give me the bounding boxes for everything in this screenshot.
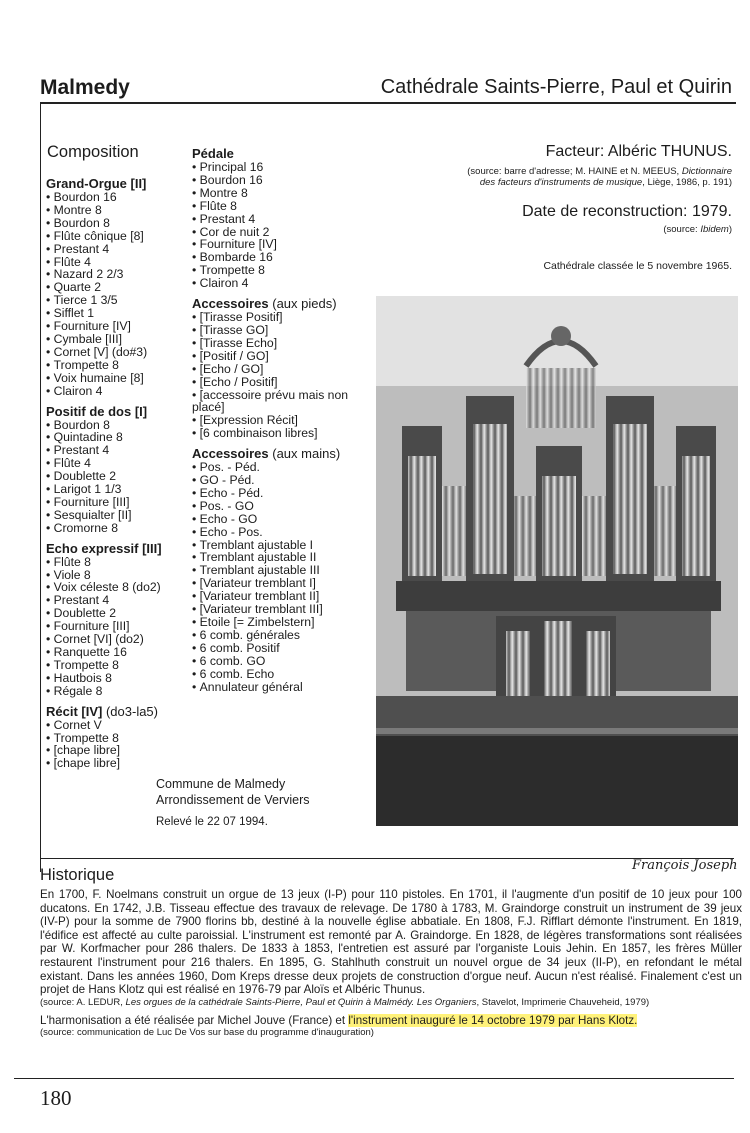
stop-item: • Annulateur général: [192, 681, 352, 694]
date-source-a: (source:: [663, 224, 698, 235]
stop-item: • Echo - Péd.: [192, 487, 352, 500]
stop-item: • Trompette 8: [192, 264, 352, 277]
stop-item: • Tierce 1 3/5: [46, 294, 196, 307]
stop-item: • Doublette 2: [46, 607, 196, 620]
reconstruction-date: [522, 203, 732, 221]
date-source-b: Ibidem: [700, 224, 729, 235]
stop-item: • Pos. - GO: [192, 500, 352, 513]
stop-item: • Flûte 8: [192, 200, 352, 213]
header-rule: [40, 102, 736, 104]
stop-item: • Sifflet 1: [46, 307, 196, 320]
stop-item: • Fourniture [III]: [46, 620, 196, 633]
composition-heading: Composition: [47, 143, 139, 161]
builder-label: Facteur:: [545, 143, 605, 160]
historique-paragraph: En 1700, F. Noelmans construit un orgue de 13 jeux (I-P) pour 110 pistoles. En 1701, il l'augmente d'un positif de 10 jeux pour 100 ducatons. En 1742, J.B. Tisseau effectue des travaux de relevage. De 1780 à 1783, M. Graindorge construit un instrument de 39 jeux (IV-P) pour la somme de 7900 florins bb, destiné à la nouvelle église abbatiale. En 1808, F.J. Rifflart démonte l'instrument. En 1819, l'édifice est affecté au culte paroissial. L'instrument est remonté par A. Graindorge. En 1828, de légères transformations sont réalisées par W. Korfmacher pour 286 thalers. De 1833 à 1853, l'entretien est assuré par l'organiste Louis Jehin. En 1857, les frères Müller restaurent l'instrument pour 216 thalers. En 1895, G. Stahlhuth construit un nouvel orgue de 34 jeux (II-P), en refondant le métal existant. Dans les années 1960, Dom Kreps dresse deux projets de construction d'orgue neuf. Aucun n'est réalisé. Finalement c'est un projet de Hans Klotz qui est réalisé en 1976-79 par Aloïs et Albéric Thunus.: [40, 888, 742, 997]
inauguration-highlight: l'instrument inauguré le 14 octobre 1979 par Hans Klotz.: [348, 1013, 638, 1027]
stop-item: • Voix humaine [8]: [46, 372, 196, 385]
division-heading: [192, 446, 352, 461]
stop-item: • Ranquette 16: [46, 646, 196, 659]
stop-item: • Tremblant ajustable III: [192, 564, 352, 577]
stop-item: • Bourdon 16: [192, 174, 352, 187]
division-title: Accessoires: [192, 446, 269, 462]
stop-item: • 6 comb. générales: [192, 629, 352, 642]
stop-item: • [accessoire prévu mais non placé]: [192, 389, 352, 415]
stop-item: • Prestant 4: [192, 213, 352, 226]
harmonisation-line: [40, 1014, 742, 1028]
date-value: 1979.: [691, 203, 732, 220]
city-title: Malmedy: [40, 76, 130, 99]
stop-item: • [Echo / GO]: [192, 363, 352, 376]
stop-item: • Cor de nuit 2: [192, 226, 352, 239]
footer-rule: [14, 1078, 734, 1079]
stop-item: • Prestant 4: [46, 243, 196, 256]
division-title: Echo expressif [III]: [46, 540, 162, 556]
stop-item: • Clairon 4: [192, 277, 352, 290]
stop-item: • 6 comb. GO: [192, 655, 352, 668]
date-source-c: ): [728, 224, 732, 235]
stop-item: • Fourniture [IV]: [192, 238, 352, 251]
stop-item: • Flûte cônique [8]: [46, 230, 196, 243]
stop-item: • [Tirasse Positif]: [192, 311, 352, 324]
stop-item: • Montre 8: [46, 204, 196, 217]
stop-item: • [Echo / Positif]: [192, 376, 352, 389]
builder-line: [546, 143, 732, 161]
stop-item: • Prestant 4: [46, 444, 196, 457]
stop-item: • Nazard 2 2/3: [46, 268, 196, 281]
stop-item: • Fourniture [III]: [46, 496, 196, 509]
stop-item: • Flûte 4: [46, 256, 196, 269]
division-title: Positif de dos [I]: [46, 403, 148, 419]
stop-item: • Trompette 8: [46, 359, 196, 372]
handwritten-signature: François Joseph: [632, 858, 738, 873]
builder-source: [362, 166, 732, 188]
stop-item: • Tremblant ajustable I: [192, 539, 352, 552]
stop-item: • Montre 8: [192, 187, 352, 200]
stop-item: • 6 comb. Positif: [192, 642, 352, 655]
date-label: Date de reconstruction:: [522, 203, 688, 220]
stop-item: • [Variateur tremblant III]: [192, 603, 352, 616]
division-title: Grand-Orgue [II]: [46, 176, 147, 191]
stop-item: • Bourdon 8: [46, 217, 196, 230]
stop-item: • Prestant 4: [46, 594, 196, 607]
harmonisation-text: L'harmonisation a été réalisée par Michel Jouve (France) et: [40, 1013, 346, 1027]
stop-item: • Doublette 2: [46, 470, 196, 483]
builder-source-title: des facteurs d'instruments de musique: [479, 177, 643, 188]
stop-item: • Régale 8: [46, 685, 196, 698]
organ-photo: [376, 296, 738, 826]
stop-item: • 6 comb. Echo: [192, 668, 352, 681]
stop-item: • Bourdon 16: [46, 191, 196, 204]
commune-text: Commune de Malmedy: [156, 777, 286, 791]
division-heading: [192, 146, 352, 161]
stop-item: • Bombarde 16: [192, 251, 352, 264]
historique-source-2: (source: communication de Luc De Vos sur base du programme d'inauguration): [40, 1027, 374, 1039]
stop-item: • Pos. - Péd.: [192, 461, 352, 474]
stop-item: • [chape libre]: [46, 757, 196, 770]
stop-item: • [Variateur tremblant II]: [192, 590, 352, 603]
location-block: [156, 776, 310, 808]
stop-item: • Principal 16: [192, 161, 352, 174]
division-title: Pédale: [192, 146, 234, 161]
source1-a: (source: A. LEDUR,: [40, 996, 123, 1008]
stop-item: • Etoile [= Zimbelstern]: [192, 616, 352, 629]
historique-source-1: [40, 997, 742, 1008]
stop-item: • Cornet V: [46, 719, 196, 732]
stop-item: • Viole 8: [46, 569, 196, 582]
stop-item: • Bourdon 8: [46, 419, 196, 432]
stop-item: • [Tirasse Echo]: [192, 337, 352, 350]
historique-text: [40, 888, 742, 1038]
section-rule: [40, 858, 734, 859]
arrondissement-text: Arrondissement de Verviers: [156, 793, 310, 807]
builder-source-dict: Dictionnaire: [681, 166, 732, 177]
division-title: Récit [IV]: [46, 703, 103, 719]
stop-item: • Flûte 4: [46, 457, 196, 470]
stop-item: • [Expression Récit]: [192, 414, 352, 427]
stop-item: • Quarte 2: [46, 281, 196, 294]
division-heading: [192, 296, 352, 311]
stop-item: • [6 combinaison libres]: [192, 427, 352, 440]
division-heading: [46, 541, 196, 556]
stop-item: • Larigot 1 1/3: [46, 483, 196, 496]
stop-item: • Voix céleste 8 (do2): [46, 581, 196, 594]
stop-item: • Cromorne 8: [46, 522, 196, 535]
church-title: Cathédrale Saints-Pierre, Paul et Quirin: [380, 76, 732, 98]
date-source: [663, 224, 732, 235]
stop-item: • Fourniture [IV]: [46, 320, 196, 333]
stop-item: • Cornet [VI] (do2): [46, 633, 196, 646]
builder-source-end: , Liège, 1986, p. 191): [642, 177, 732, 188]
classification-note: Cathédrale classée le 5 novembre 1965.: [543, 260, 732, 272]
division-heading: [46, 176, 196, 191]
division-title: Accessoires: [192, 296, 269, 312]
source1-b: Les orgues de la cathédrale Saints-Pierre, Paul et Quirin à Malmédy. Les Organiers: [125, 996, 477, 1008]
division-range: (aux mains): [272, 446, 341, 462]
division-heading: [46, 404, 196, 419]
source1-c: , Stavelot, Imprimerie Chauveheid, 1979): [476, 996, 650, 1008]
left-rule: [40, 102, 41, 872]
stop-item: • [Tirasse GO]: [192, 324, 352, 337]
stop-item: • Echo - Pos.: [192, 526, 352, 539]
stop-item: • [chape libre]: [46, 744, 196, 757]
stop-item: • GO - Péd.: [192, 474, 352, 487]
survey-date: Relevé le 22 07 1994.: [156, 816, 268, 828]
division-range: (aux pieds): [272, 296, 337, 312]
stops-column-1: [46, 176, 196, 770]
page-number: 180: [40, 1086, 72, 1110]
stop-item: • Trompette 8: [46, 659, 196, 672]
builder-name: Albéric THUNUS.: [607, 143, 732, 160]
stop-item: • [Positif / GO]: [192, 350, 352, 363]
division-range: (do3-la5): [105, 703, 158, 719]
stop-item: • Hautbois 8: [46, 672, 196, 685]
stop-item: • Sesquialter [II]: [46, 509, 196, 522]
stop-item: • Cornet [V] (do#3): [46, 346, 196, 359]
historique-heading: Historique: [40, 866, 115, 884]
stop-item: • [Variateur tremblant I]: [192, 577, 352, 590]
stop-item: • Trompette 8: [46, 732, 196, 745]
stop-item: • Quintadine 8: [46, 431, 196, 444]
builder-source-text: (source: barre d'adresse; M. HAINE et N. MEEUS,: [467, 166, 680, 177]
stop-item: • Echo - GO: [192, 513, 352, 526]
stop-item: • Cymbale [III]: [46, 333, 196, 346]
stop-item: • Flûte 8: [46, 556, 196, 569]
division-heading: [46, 704, 196, 719]
stop-item: • Tremblant ajustable II: [192, 551, 352, 564]
stop-item: • Clairon 4: [46, 385, 196, 398]
stops-column-2: [192, 146, 352, 693]
